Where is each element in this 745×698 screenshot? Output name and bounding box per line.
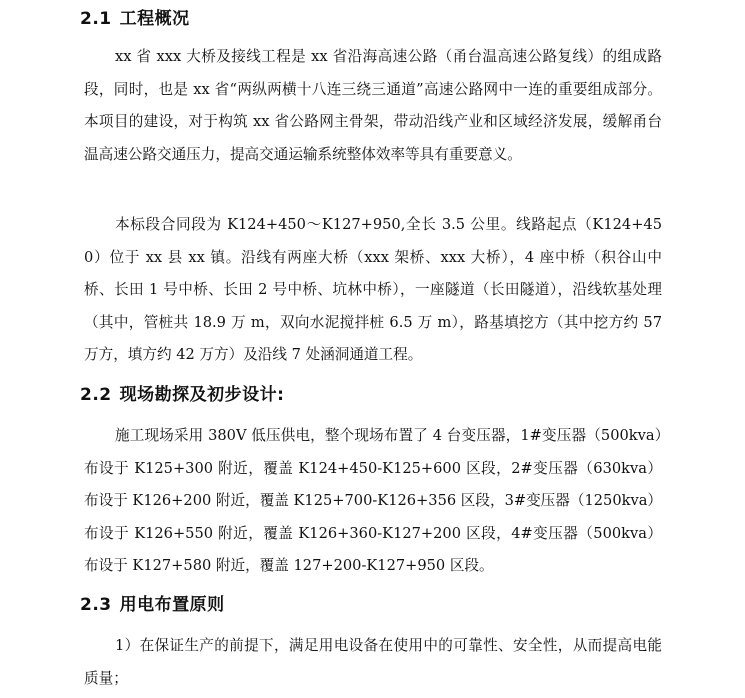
section-title: 用电布置原则	[119, 595, 225, 615]
paragraph-contract-section: 本标段合同段为 K124+450～K127+950,全长 3.5 公里。线路起点（K124+450）位于 xx 县 xx 镇。沿线有两座大桥（xxx 架桥、xxx 大桥），4 座中桥（积谷山中桥、长田 1 号中桥、长田 2 号中桥、坑林中桥），一座隧道（长田隧道），沿线软基处理（其中，管桩共 18.9 万 m，双向水泥搅拌桩 6.5 万 m），路基填挖方（其中挖方约 57 万方，填方约 42 万方）及沿线 7 处涵洞通道工程。	[84, 216, 662, 364]
section-title: 现场勘探及初步设计:	[119, 385, 285, 405]
section-heading-2-2	[80, 383, 284, 407]
section-heading-2-1	[80, 7, 190, 31]
section-number: 2.1	[80, 9, 112, 29]
section-number: 2.3	[80, 595, 112, 615]
paragraph-project-overview: xx 省 xxx 大桥及接线工程是 xx 省沿海高速公路（甬台温高速公路复线）的组成路段，同时，也是 xx 省“两纵两横十八连三绕三通道”高速公路网中一连的重要组成部分。本项目的建设，对于构筑 xx 省公路网主骨架，带动沿线产业和区域经济发展，缓解甬台温高速公路交通压力，提高交通运输系统整体效率等具有重要意义。	[84, 48, 662, 163]
section-heading-2-3	[80, 593, 225, 617]
section-title: 工程概况	[119, 9, 190, 29]
paragraph-principle-1: 1）在保证生产的前提下，满足用电设备在使用中的可靠性、安全性，从而提高电能质量；	[84, 637, 662, 687]
section-number: 2.2	[80, 385, 112, 405]
paragraph-site-survey: 施工现场采用 380V 低压供电，整个现场布置了 4 台变压器，1#变压器（500kva）布设于 K125+300 附近，覆盖 K124+450-K125+600 区段，2#变压器（630kva）布设于 K126+200 附近，覆盖 K125+700-K126+356 区段，3#变压器（1250kva）布设于 K126+550 附近，覆盖 K126+360-K127+200 区段，4#变压器（500kva）布设于 K127+580 附近，覆盖 127+200-K127+950 区段。	[84, 427, 662, 575]
